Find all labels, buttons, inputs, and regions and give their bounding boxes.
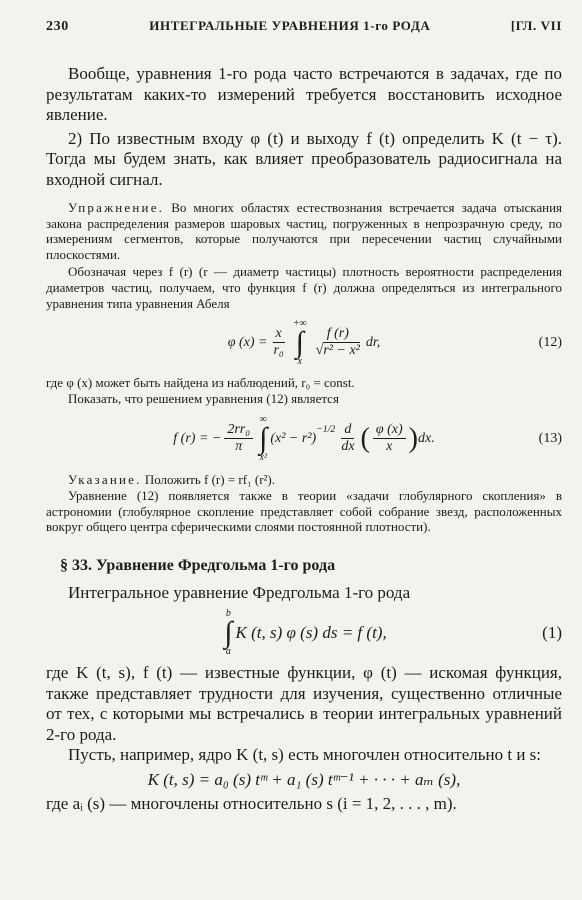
eq13-exponent: −1/2 xyxy=(316,424,336,436)
eq13-frac3-denominator: x xyxy=(386,439,393,455)
fredholm-paragraph-1: где K (t, s), f (t) — известные функции, φ (t) — искомая функция, также представляет трудности для изучения, существенно отличные от тех, с которыми мы встречались в теории интегральных уравнений 2-го рода. xyxy=(46,663,562,744)
eq12-lhs: φ (x) = xyxy=(227,335,268,351)
equation-kernel: K (t, s) = a₀ (s) tᵐ + a₁ (s) tᵐ⁻¹ + · · · + aₘ (s), xyxy=(147,769,461,789)
fredholm-paragraph-3: где aᵢ (s) — многочлены относительно s (i = 1, 2, . . . , m). xyxy=(46,793,457,813)
hint-label: Указание. xyxy=(68,472,142,488)
book-page xyxy=(46,18,562,814)
paragraph-transducer: 2) По известным входу φ (t) и выходу f (t) определить K (t − τ). Тогда мы будем знать, как влияет преобразователь радиосигнала на входной сигнал. xyxy=(46,128,562,189)
exercise-observation-text: где φ (x) может быть найдена из наблюдений, r₀ = const. xyxy=(46,375,355,391)
eq13-frac2-denominator: dx xyxy=(341,439,355,455)
eq1-lower-limit: a xyxy=(225,646,231,658)
right-paren-icon: ) xyxy=(408,423,418,455)
eq12-number: (12) xyxy=(538,335,562,351)
exercise-show-text: Показать, что решением уравнения (12) является xyxy=(68,390,339,406)
left-paren-icon: ( xyxy=(360,423,370,455)
hint-text: Положить f (r) = rf₁ (r²). xyxy=(144,472,275,488)
eq12-frac1-denominator: r₀ xyxy=(273,343,284,359)
fredholm-intro: Интегральное уравнение Фредгольма 1-го рода xyxy=(68,582,411,602)
page-number: 230 xyxy=(46,19,69,34)
equation-1 xyxy=(46,603,562,663)
eq13-integral xyxy=(259,415,267,463)
eq12-upper-limit: +∞ xyxy=(292,318,307,330)
eq13-frac3-numerator: φ (x) xyxy=(373,422,406,439)
exercise-paragraph xyxy=(46,200,562,262)
section-title: § 33. Уравнение Фредгольма 1-го рода xyxy=(60,556,336,574)
eq12-lower-limit: x xyxy=(297,356,302,368)
eq12-fraction-2 xyxy=(313,326,363,360)
eq13-mid: (x² − r²) xyxy=(270,431,317,447)
eq12-tail: dr, xyxy=(365,335,381,351)
exercise-text: Во многих областях естествознания встречается задача отыскания закона распределения размеров шаровых частиц, погруженных в непрозрачную среду, по измерениям сегментов, которые получаются при пересечении частиц случайными плоскостями. xyxy=(46,200,563,262)
eq1-upper-limit: b xyxy=(225,608,231,620)
eq1-body: K (t, s) φ (s) ds = f (t), xyxy=(235,623,387,643)
integral-sign-icon: ∫ xyxy=(295,326,304,360)
paragraph-measurement: Вообще, уравнения 1-го рода часто встречаются в задачах, где по результатам каких-то измерений требуется восстановить исходное явление. xyxy=(46,64,562,124)
exercise-label: Упражнение. xyxy=(68,200,165,215)
exercise-hint xyxy=(46,472,562,488)
running-title: ИНТЕГРАЛЬНЫЕ УРАВНЕНИЯ 1-го РОДА xyxy=(149,18,431,33)
eq13-frac1-numerator: 2rr₀ xyxy=(224,422,253,439)
integral-sign-icon: ∫ xyxy=(224,616,233,650)
eq12-fraction-1 xyxy=(270,326,286,360)
eq13-frac2-numerator: d xyxy=(341,422,354,439)
eq13-lower-limit: x² xyxy=(259,452,267,464)
eq12-radicand: r² − x² xyxy=(323,343,360,359)
eq12-integral xyxy=(293,319,307,367)
exercise-astronomy-text: Уравнение (12) появляется также в теории «задачи глобулярного скопления» в астрономии (глобулярное скопление представляет собой собрание звезд, расположенных вокруг общего центра сферическими слоями постоянной плотности). xyxy=(46,487,562,535)
equation-13 xyxy=(46,406,562,472)
eq13-tail: dx. xyxy=(417,431,435,447)
sqrt-sign-icon: √ xyxy=(315,343,324,359)
eq1-integral xyxy=(224,609,232,657)
chapter-label: [ГЛ. VII xyxy=(510,18,562,33)
equation-12 xyxy=(46,311,562,375)
eq13-fraction-3 xyxy=(373,422,406,456)
eq13-fraction-2 xyxy=(338,422,357,456)
exercise-density-text: Обозначая через f (r) (r — диаметр частицы) плотность вероятности распределения диаметров частиц, получаем, что функция f (r) должна определяться из интегрального уравнения типа уравнения Абеля xyxy=(46,264,562,311)
eq13-frac1-denominator: π xyxy=(235,439,243,455)
page-header xyxy=(46,18,562,44)
eq13-upper-limit: ∞ xyxy=(259,414,267,426)
eq13-fraction-1 xyxy=(224,422,253,456)
integral-sign-icon: ∫ xyxy=(259,422,268,456)
eq12-frac2-denominator xyxy=(313,343,363,360)
eq13-lhs: f (r) = − xyxy=(173,431,222,447)
eq1-number: (1) xyxy=(542,623,562,643)
fredholm-paragraph-2: Пусть, например, ядро K (t, s) есть многочлен относительно t и s: xyxy=(68,745,542,765)
eq12-frac1-numerator: x xyxy=(273,326,285,343)
eq12-frac2-numerator: f (r) xyxy=(324,326,352,343)
eq13-number: (13) xyxy=(538,431,562,447)
